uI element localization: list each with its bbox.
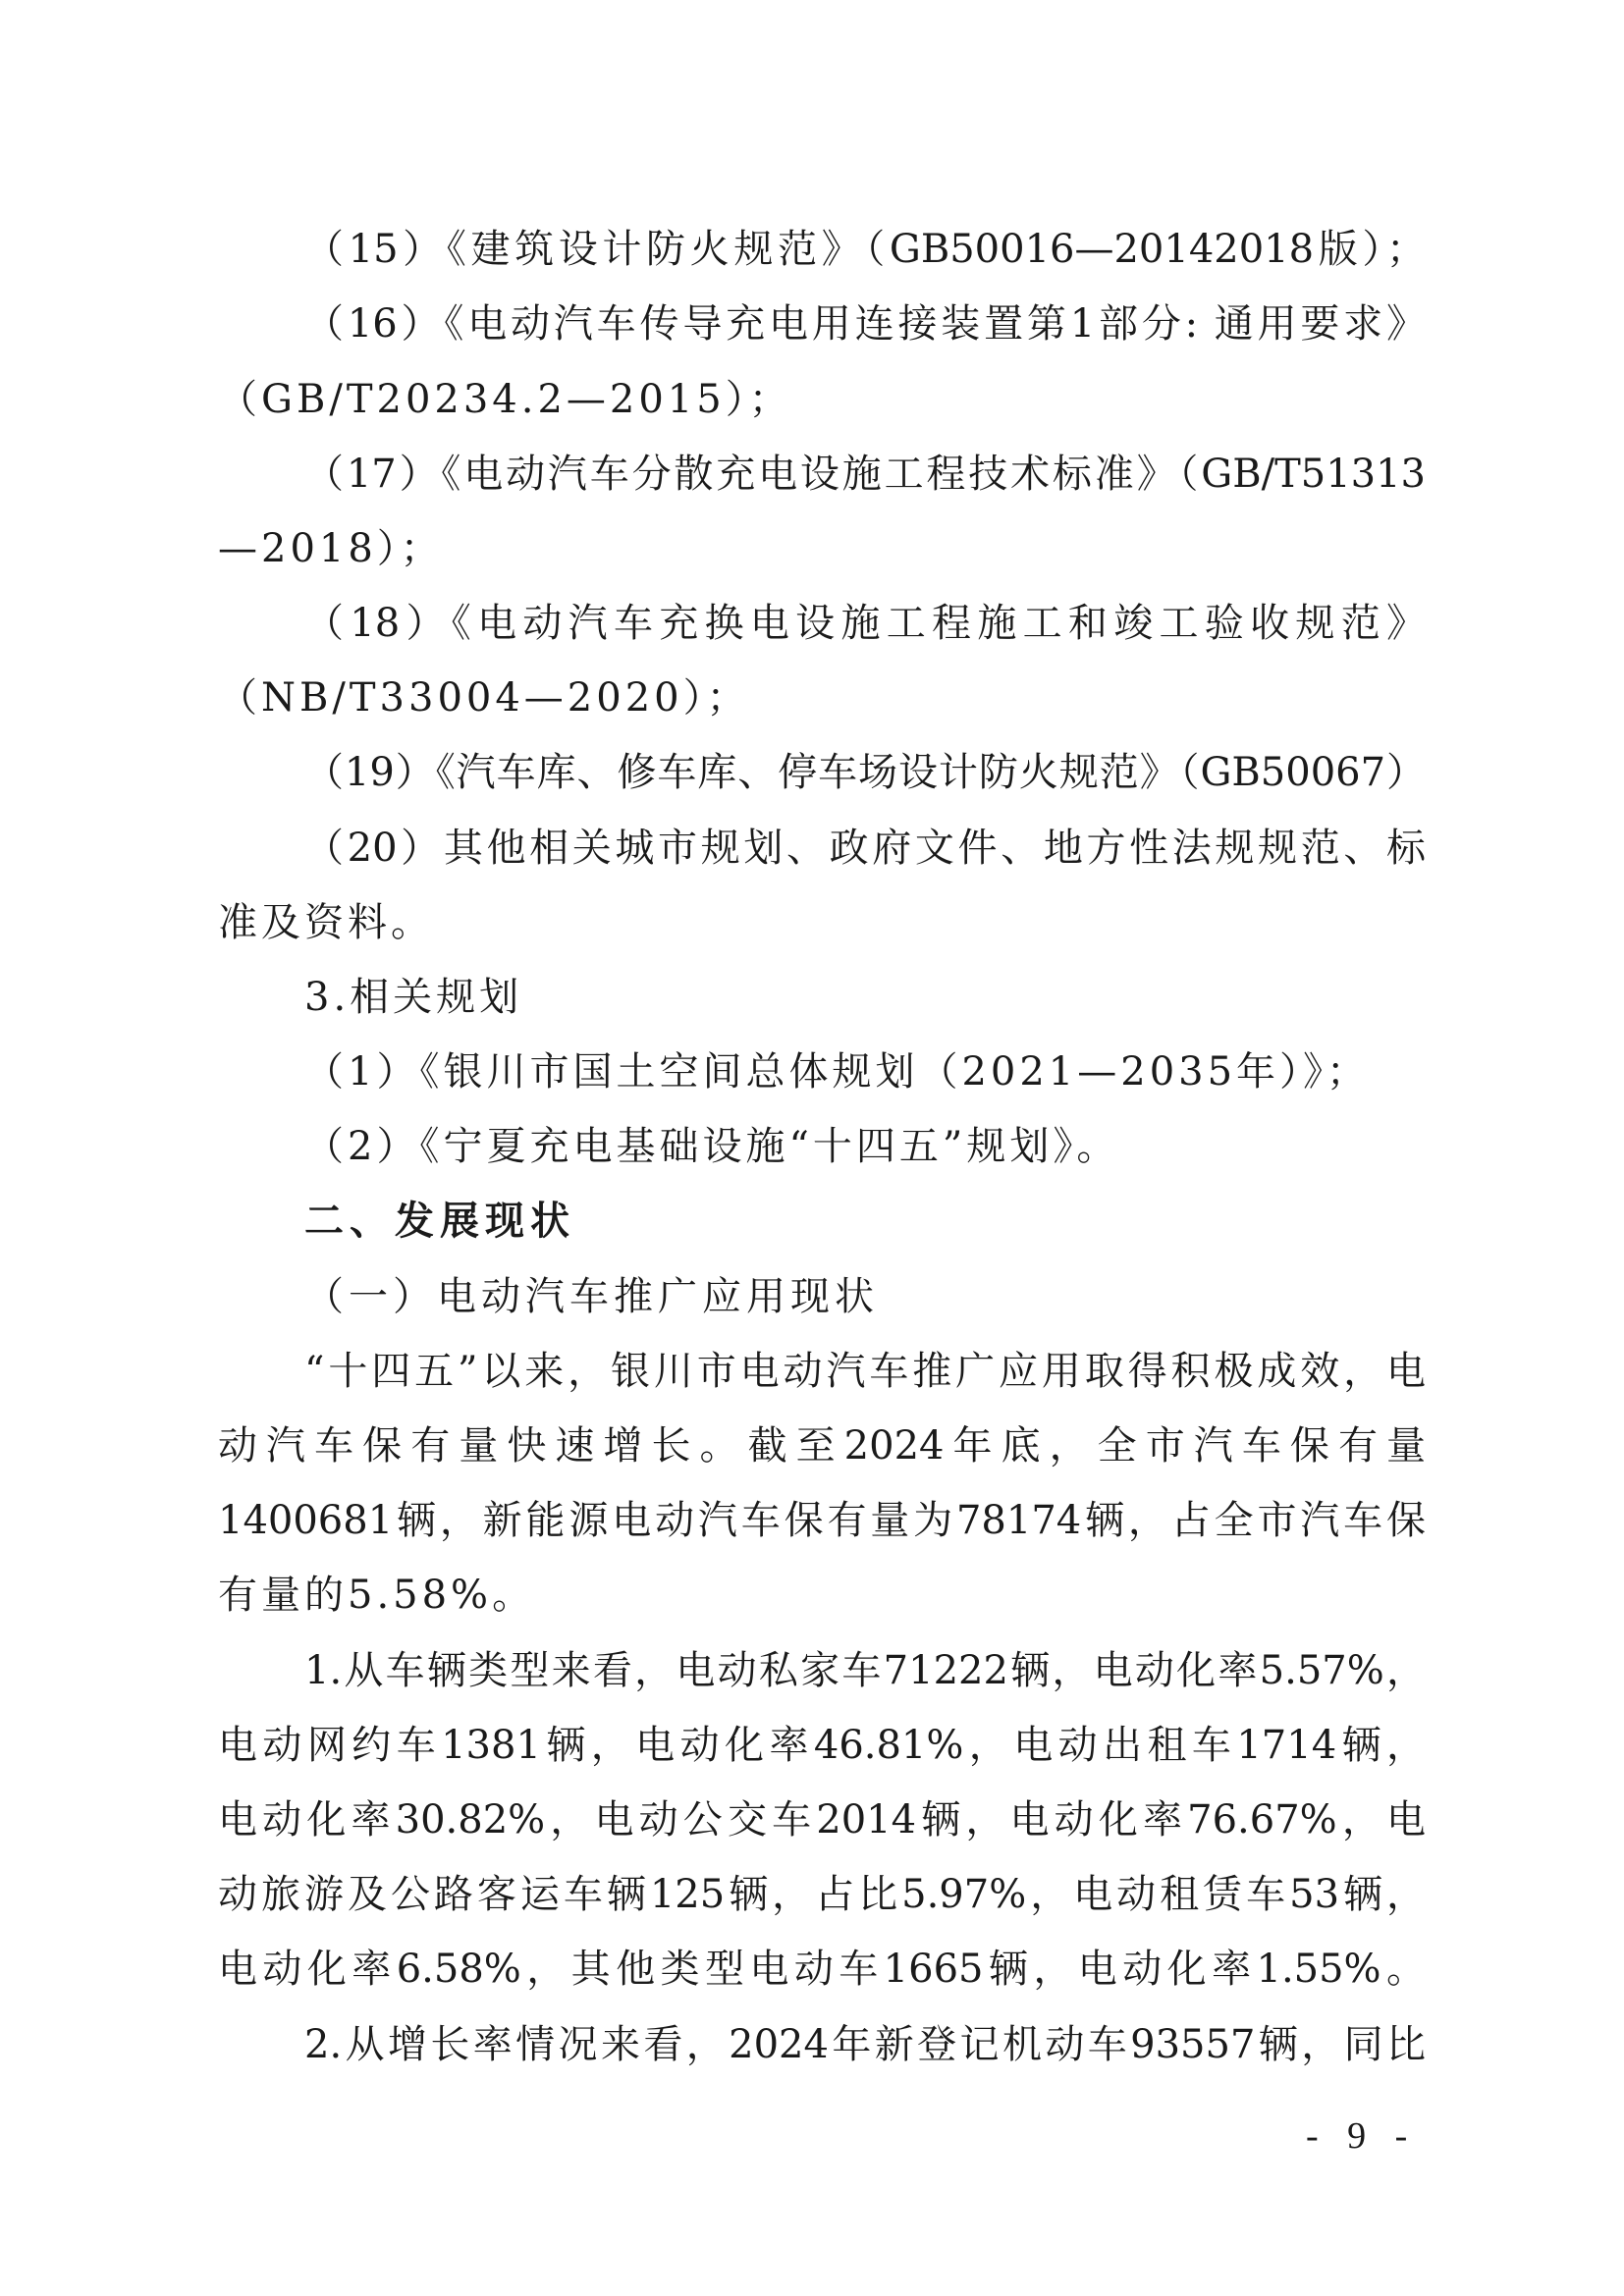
text-line: —2018）； <box>218 526 444 571</box>
page-number: - 9 - <box>1306 2115 1418 2157</box>
text-line: 动汽车保有量快速增长。截至2024年底，全市汽车保有量 <box>218 1423 1426 1468</box>
text-line: 电动网约车1381辆，电动化率46.81%，电动出租车1714辆， <box>218 1723 1426 1768</box>
text-line: 电动化率30.82%，电动公交车2014辆，电动化率76.67%，电 <box>218 1797 1426 1842</box>
text-line: （NB/T33004—2020）； <box>218 675 750 721</box>
text-line: “十四五”以来，银川市电动汽车推广应用取得积极成效，电 <box>304 1349 1426 1394</box>
text-line: 准及资料。 <box>218 900 434 945</box>
text-line: （20）其他相关城市规划、政府文件、地方性法规规范、标 <box>304 826 1426 871</box>
text-line: （GB/T20234.2—2015）； <box>218 377 792 422</box>
text-line: 有量的5.58%。 <box>218 1573 536 1618</box>
text-line: （19）《汽车库、修车库、停车场设计防火规范》（GB50067） <box>304 750 1426 795</box>
text-line: 电动化率6.58%，其他类型电动车1665辆，电动化率1.55%。 <box>218 1947 1426 1992</box>
text-line: 动旅游及公路客运车辆125辆，占比5.97%，电动租赁车53辆， <box>218 1872 1426 1917</box>
text-line: （1）《银川市国土空间总体规划（2021—2035年）》； <box>304 1049 1371 1095</box>
text-line: （16）《电动汽车传导充电用连接装置第1部分: 通用要求》 <box>304 301 1426 347</box>
text-line: 1400681辆，新能源电动汽车保有量为78174辆，占全市汽车保 <box>218 1498 1426 1543</box>
text-line: （17）《电动汽车分散充电设施工程技术标准》（GB/T51313 <box>304 452 1426 497</box>
text-line: 1.从车辆类型来看，电动私家车71222辆，电动化率5.57%， <box>304 1648 1426 1693</box>
section-subtitle: 3.相关规划 <box>304 975 523 1020</box>
text-line: （15）《建筑设计防火规范》（GB50016—20142018版）； <box>304 227 1426 272</box>
text-line: 2.从增长率情况来看，2024年新登记机动车93557辆，同比 <box>304 2022 1426 2067</box>
text-line: （2）《宁夏充电基础设施“十四五”规划》。 <box>304 1124 1120 1169</box>
section-heading: 二、发展现状 <box>304 1199 575 1244</box>
subsection-heading: （一）电动汽车推广应用现状 <box>304 1274 879 1319</box>
text-line: （18）《电动汽车充换电设施工程施工和竣工验收规范》 <box>304 601 1426 646</box>
